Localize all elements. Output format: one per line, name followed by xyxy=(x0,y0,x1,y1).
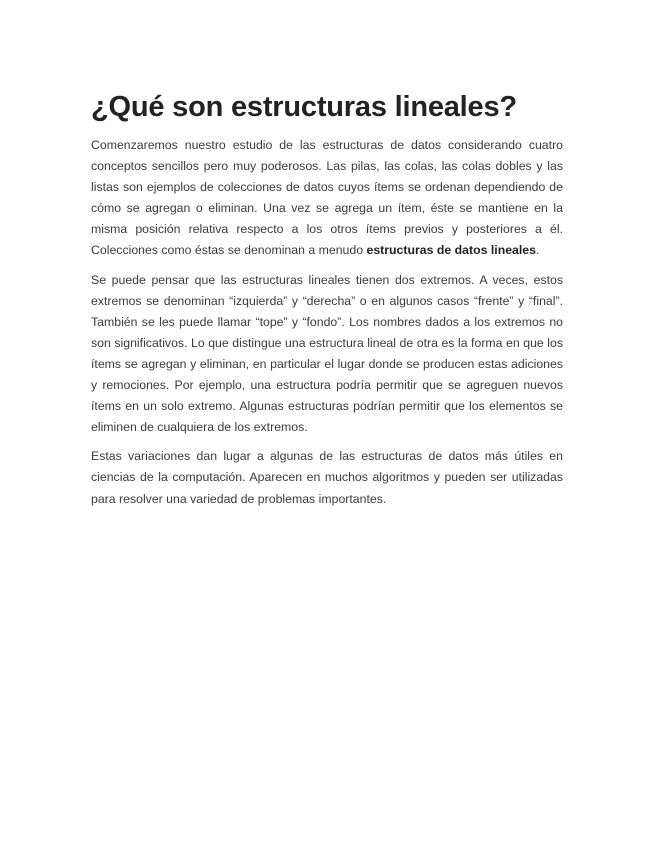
bold-term: estructuras de datos lineales xyxy=(366,243,536,258)
paragraph-extremes: Se puede pensar que las estructuras lineales tienen dos extremos. A veces, estos extremos se denominan “izquierda” y “derecha” o en algunos casos “frente” y “final”. También se les puede llamar “tope” y “fondo”. Los nombres dados a los extremos no son significativos. Lo que distingue una estructura lineal de otra es la forma en que los ítems se agregan y eliminan, en particular el lugar donde se producen estas adiciones y remociones. Por ejemplo, una estructura podría permitir que se agreguen nuevos ítems en un solo extremo. Algunas estructuras podrían permitir que los elementos se eliminen de cualquiera de los extremos. xyxy=(91,272,563,435)
page-title: ¿Qué son estructuras lineales? xyxy=(91,91,517,123)
paragraph-variations: Estas variaciones dan lugar a algunas de las estructuras de datos más útiles en ciencias de la computación. Aparecen en muchos algoritmos y pueden ser utilizadas para resolver una variedad de problemas importantes. xyxy=(91,449,563,506)
paragraph-intro xyxy=(91,135,563,262)
paragraph-intro-end: . xyxy=(535,243,540,258)
paragraph-intro-text: Comenzaremos nuestro estudio de las estructuras de datos considerando cuatro conceptos sencillos pero muy poderosos. Las pilas, las colas, las colas dobles y las listas son ejemplos de colecciones de datos cuyos ítems se ordenan dependiendo de cómo se agregan o eliminan. Una vez se agrega un ítem, éste se mantiene en la misma posición relativa respecto a los otros ítems previos y posteriores a él. Colecciones como éstas se denominan a menudo xyxy=(91,138,563,258)
document-page xyxy=(91,88,563,518)
